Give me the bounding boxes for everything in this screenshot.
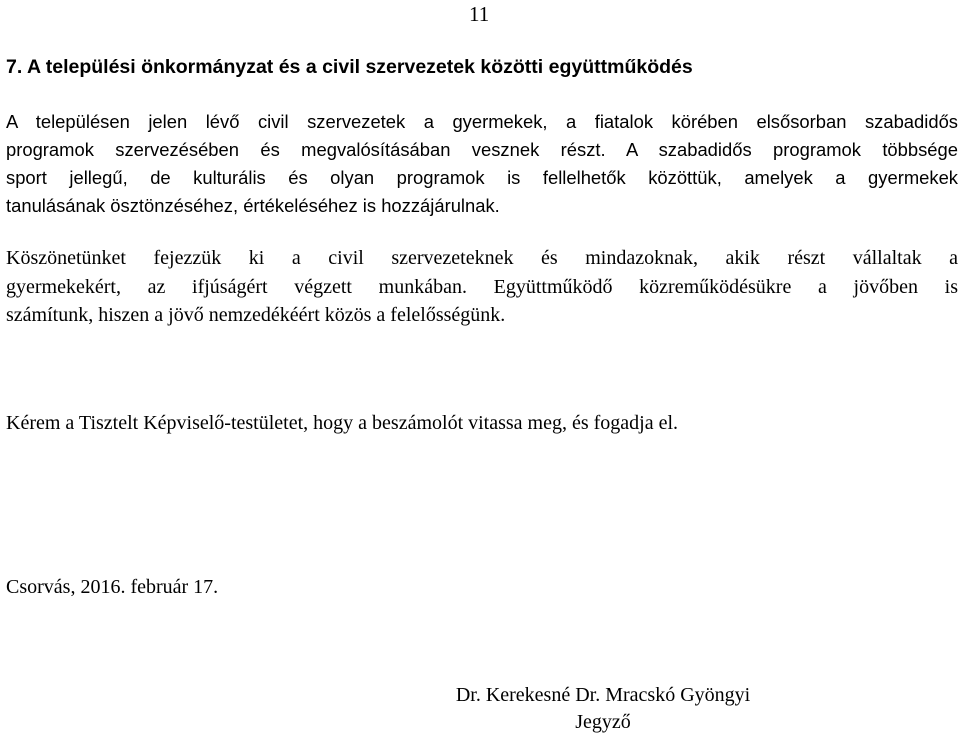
paragraph-line: Köszönetünket fejezzük ki a civil szervezeteknek és mindazoknak, akik részt vállaltak a xyxy=(6,247,958,269)
paragraph-line: sport jellegű, de kulturális és olyan programok is fellelhetők közöttük, amelyek a gyermekek xyxy=(6,167,958,188)
section-heading: 7. A települési önkormányzat és a civil szervezetek közötti együttműködés xyxy=(6,56,693,78)
page-number: 11 xyxy=(469,2,490,26)
signature-block xyxy=(418,682,788,736)
paragraph-line: számítunk, hiszen a jövő nemzedékéért közös a felelősségünk. xyxy=(6,304,506,326)
paragraph-line: gyermekekért, az ifjúságért végzett munkában. Együttműködő közreműködésükre a jövőben is xyxy=(6,275,958,298)
place-and-date: Csorvás, 2016. február 17. xyxy=(6,576,219,598)
request-statement: Kérem a Tisztelt Képviselő-testületet, hogy a beszámolót vitassa meg, és fogadja el. xyxy=(6,412,679,434)
signer-name: Dr. Kerekesné Dr. Mracskó Gyöngyi xyxy=(455,684,751,706)
thanks-paragraph xyxy=(6,244,958,330)
paragraph-line: A településen jelen lévő civil szervezetek a gyermekek, a fiatalok körében elsősorban szabadidős xyxy=(6,111,958,132)
paragraph-line: tanulásának ösztönzéséhez, értékeléséhez is hozzájárulnak. xyxy=(6,195,500,216)
signer-title: Jegyző xyxy=(575,711,631,733)
civil-organizations-paragraph xyxy=(6,108,958,220)
paragraph-line: programok szervezésében és megvalósításában vesznek részt. A szabadidős programok többsége xyxy=(6,139,958,160)
